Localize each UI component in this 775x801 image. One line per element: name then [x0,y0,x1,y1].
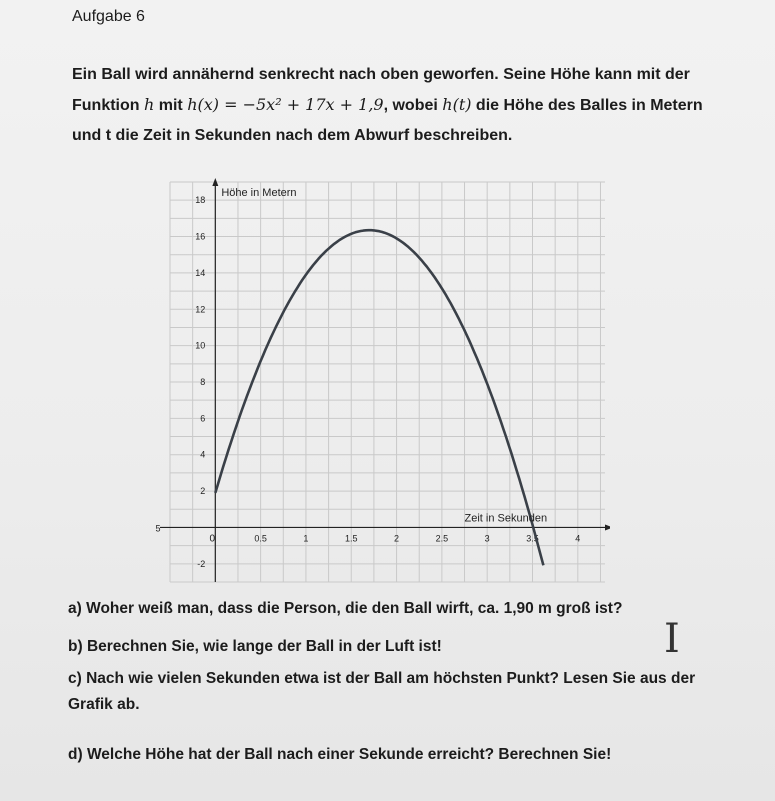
x-tick-label: 3 [484,533,490,544]
intro-text: die Höhe des Balles in Metern [471,97,703,114]
question-text: Welche Höhe hat der Ball nach einer Sekunde erreicht? Berechnen Sie! [86,746,612,763]
x-axis-label: Zeit in Sekunden [464,512,548,525]
question-b [68,634,748,660]
y-tick-label: 12 [195,304,206,315]
question-a [68,596,748,622]
question-text: Berechnen Sie, wie lange der Ball in der Luft ist! [86,638,442,655]
text-cursor-icon: I [664,616,680,662]
question-label: b) [68,638,83,655]
origin-label: 0 [209,533,216,545]
y-axis-label: Höhe in Metern [221,187,297,199]
intro-line-3: und t die Zeit in Sekunden nach dem Abwurf beschreiben. [72,127,513,144]
y-tick-label: 14 [195,267,206,278]
question-text: Nach wie vielen Sekunden etwa ist der Ball am höchsten Punkt? Lesen Sie aus der Grafik ab. [68,670,696,713]
intro-line-2 [72,90,742,121]
task-title: Aufgabe 6 [72,8,145,25]
function-symbol: h [143,95,155,114]
intro-text: mit [154,97,188,114]
task-intro [72,60,742,151]
y-tick-label: 2 [200,486,206,497]
question-text: Woher weiß man, dass die Person, die den Ball wirft, ca. 1,90 m groß ist? [86,600,623,617]
height-time-chart [150,172,610,592]
x-tick-label: 3.5 [526,533,539,544]
y-tick-label: 6 [200,413,206,424]
x-tick-label: 0.5 [254,533,267,544]
function-ht: h(t) [442,95,472,114]
question-label: d) [68,746,83,763]
x-axis-arrow [605,524,610,530]
function-formula: h(x) = −5x² + 17x + 1,9 [187,95,384,114]
x-tick-label: 4 [575,533,581,544]
x-tick-label: 1.5 [344,533,358,544]
y-tick-label: 4 [200,449,206,460]
x-tick-label: 1 [303,533,309,544]
y-tick-label: -2 [197,558,206,569]
question-label: a) [68,600,82,617]
x-tick-label: 2.5 [435,533,449,544]
intro-text: Funktion [72,97,144,114]
y-tick-label: 16 [195,231,206,242]
x-tick-label: 2 [394,533,400,544]
y-tick-label: 18 [195,195,206,206]
y-tick-label: 10 [195,340,206,351]
question-d [68,742,748,768]
y-tick-label: 8 [200,377,206,387]
intro-line-1: Ein Ball wird annähernd senkrecht nach oben geworfen. Seine Höhe kann mit der [72,66,690,83]
question-c [68,666,738,718]
left-edge-label: 5 [155,523,161,534]
question-label: c) [68,670,82,687]
intro-text: , wobei [383,97,443,114]
